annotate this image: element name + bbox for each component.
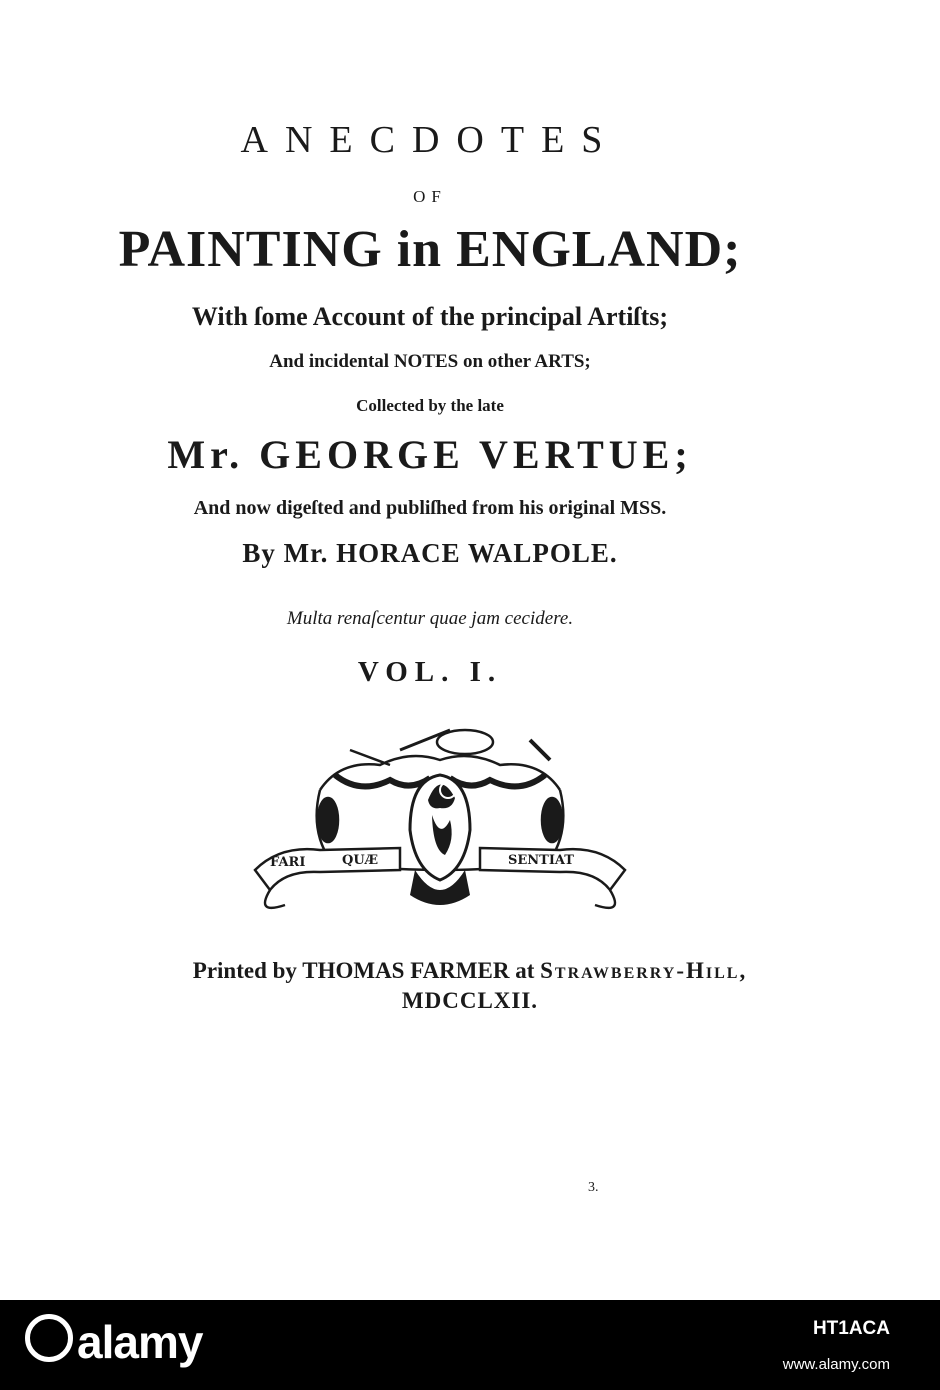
image-code: HT1ACA [812,1318,890,1339]
imprint-year: MDCCLXII. [401,988,539,1013]
alamy-logo [25,1314,202,1369]
title-anecdotes: ANECDOTES [240,119,620,161]
collected-by: Collected by the late [356,396,504,415]
ribbon-left-text: FARI [270,855,306,870]
title-painting-in-england: PAINTING in ENGLAND; [118,221,742,278]
title-of: OF [413,187,447,206]
subtitle-notes: And incidental NOTES on other ARTS; [269,351,591,372]
footer-url: www.alamy.com [782,1356,890,1373]
latin-motto: Multa renaſcentur quae jam cecidere. [286,608,574,629]
ribbon-middle-text: QUÆ [342,853,379,868]
alamy-logo-text: alamy [77,1316,203,1368]
alamy-logo-mark-icon [25,1314,73,1362]
imprint-prefix: Printed by THOMAS FARMER at [192,958,535,983]
author-vertue: Mr. GEORGE VERTUE; [167,432,693,477]
volume-number: VOL. I. [357,656,503,688]
editor-walpole: By Mr. HORACE WALPOLE. [242,538,618,568]
digested-line: And now digeſted and publiſhed from his original MSS. [193,497,667,519]
imprint-line [0,958,940,984]
folio-mark: 3. [588,1180,599,1195]
stock-watermark-footer [0,1300,940,1390]
imprint-place: Strawberry-Hill, [540,958,748,983]
subtitle-account: With ſome Account of the principal Artiſts; [191,302,669,331]
title-block [0,0,860,720]
engraved-vignette-icon [250,720,630,920]
ribbon-right-text: SENTIAT [508,853,574,868]
